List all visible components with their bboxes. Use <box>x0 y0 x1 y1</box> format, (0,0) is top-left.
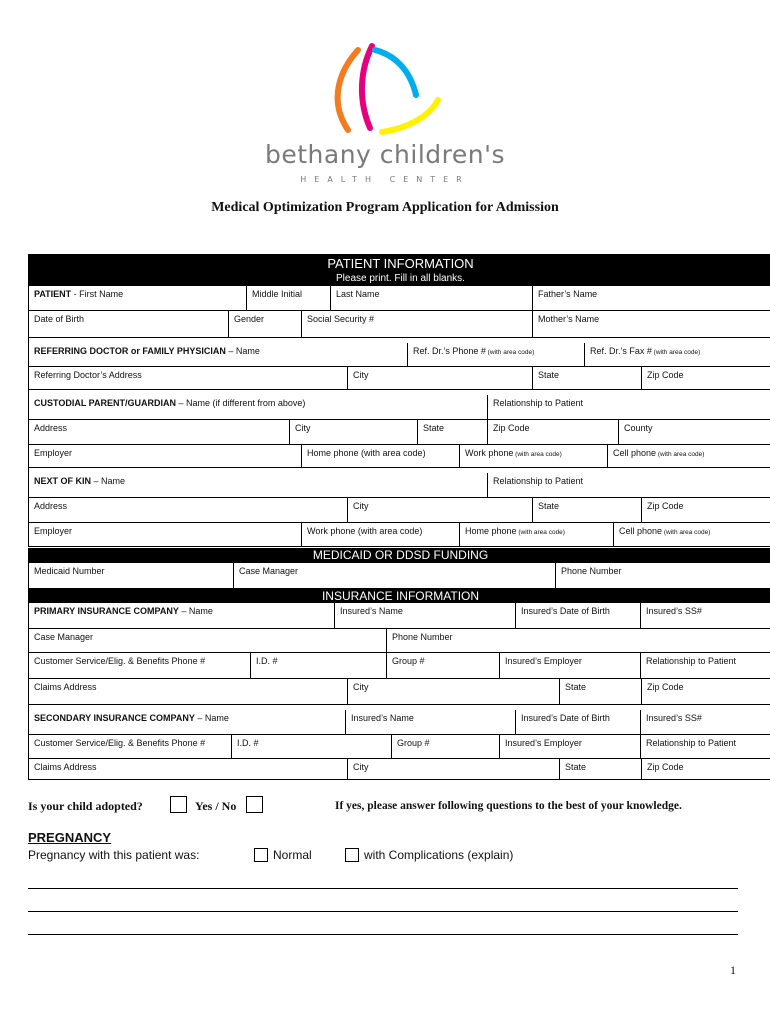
secondary-claims-state-field[interactable]: State <box>559 759 641 780</box>
guardian-address-field[interactable]: Address <box>34 423 68 433</box>
primary-claims-address-field[interactable]: Claims Address <box>34 682 97 692</box>
pregnancy-complications-checkbox[interactable] <box>345 848 359 862</box>
primary-insured-ssn-field[interactable]: Insured’s SS# <box>640 603 770 628</box>
butterfly-logo-icon <box>320 40 450 140</box>
medicaid-phone-field[interactable]: Phone Number <box>555 563 770 589</box>
secondary-insured-name-field[interactable]: Insured’s Name <box>345 710 515 734</box>
secondary-id-field[interactable]: I.D. # <box>231 735 391 758</box>
doctor-fax-field[interactable]: Ref. Dr.’s Fax # (with area code) <box>584 343 770 366</box>
primary-insured-employer-field[interactable]: Insured’s Employer <box>499 653 640 678</box>
guardian-cell-phone-field[interactable]: Cell phone (with area code) <box>607 445 770 468</box>
explanation-line-1[interactable] <box>28 888 738 889</box>
primary-claims-city-field[interactable]: City <box>347 679 559 705</box>
adopted-question: Is your child adopted? <box>28 799 143 813</box>
guardian-county-field[interactable]: County <box>618 420 770 444</box>
explanation-line-3[interactable] <box>28 934 738 935</box>
medicaid-case-manager-field[interactable]: Case Manager <box>233 563 555 589</box>
kin-cell-phone-field[interactable]: Cell phone (with area code) <box>613 523 770 547</box>
father-name-field[interactable]: Father’s Name <box>532 286 770 310</box>
adopted-followup-text: If yes, please answer following questions to the best of your knowledge. <box>335 800 682 812</box>
pregnancy-normal-label: Normal <box>273 848 312 862</box>
secondary-insured-dob-field[interactable]: Insured’s Date of Birth <box>515 710 640 734</box>
doctor-address-field[interactable]: Referring Doctor’s Address <box>34 370 142 380</box>
referring-doctor-name-field[interactable]: REFERRING DOCTOR or FAMILY PHYSICIAN – Name <box>34 346 260 356</box>
guardian-employer-field[interactable]: Employer <box>34 448 73 458</box>
guardian-city-field[interactable]: City <box>289 420 417 444</box>
adopted-checkbox-1[interactable] <box>170 796 187 813</box>
primary-insured-dob-field[interactable]: Insured’s Date of Birth <box>515 603 640 628</box>
guardian-work-phone-field[interactable]: Work phone (with area code) <box>459 445 607 468</box>
secondary-insured-ssn-field[interactable]: Insured’s SS# <box>640 710 770 734</box>
secondary-claims-zip-field[interactable]: Zip Code <box>641 759 770 780</box>
secondary-insurance-section <box>28 705 770 780</box>
patient-section <box>28 286 770 338</box>
patient-info-instructions: Please print. Fill in all blanks. <box>336 273 465 284</box>
doctor-city-field[interactable]: City <box>347 367 532 390</box>
guardian-relationship-field[interactable]: Relationship to Patient <box>487 395 770 419</box>
secondary-insurance-name-field[interactable]: SECONDARY INSURANCE COMPANY – Name <box>34 713 229 723</box>
medicaid-section <box>28 563 770 589</box>
patient-info-title: PATIENT INFORMATION <box>327 256 474 271</box>
brand-name: bethany children's <box>264 140 505 169</box>
kin-city-field[interactable]: City <box>347 498 532 522</box>
pregnancy-complications-label: with Complications (explain) <box>364 848 514 862</box>
doctor-zip-field[interactable]: Zip Code <box>641 367 770 390</box>
adopted-yes-no-label: Yes / No <box>195 799 237 813</box>
kin-employer-field[interactable]: Employer <box>34 526 73 536</box>
page-number: 1 <box>730 963 736 977</box>
primary-phone-number-field[interactable]: Phone Number <box>386 629 770 652</box>
next-of-kin-section <box>28 468 770 547</box>
doctor-section <box>28 338 770 390</box>
date-of-birth-field[interactable]: Date of Birth <box>34 314 85 324</box>
guardian-home-phone-field[interactable]: Home phone (with area code) <box>301 445 459 468</box>
pregnancy-prompt: Pregnancy with this patient was: <box>28 848 200 862</box>
primary-claims-zip-field[interactable]: Zip Code <box>641 679 770 705</box>
doctor-phone-field[interactable]: Ref. Dr.’s Phone # (with area code) <box>407 343 584 366</box>
pregnancy-normal-checkbox[interactable] <box>254 848 268 862</box>
explanation-line-2[interactable] <box>28 911 738 912</box>
medicaid-header: MEDICAID OR DDSD FUNDING <box>28 548 770 563</box>
primary-id-field[interactable]: I.D. # <box>250 653 386 678</box>
secondary-group-field[interactable]: Group # <box>391 735 499 758</box>
insurance-header: INSURANCE INFORMATION <box>28 589 770 603</box>
kin-work-phone-field[interactable]: Work phone (with area code) <box>301 523 459 547</box>
gender-field[interactable]: Gender <box>228 311 301 338</box>
pregnancy-heading: PREGNANCY <box>28 830 112 845</box>
primary-group-field[interactable]: Group # <box>386 653 499 678</box>
middle-initial-field[interactable]: Middle Initial <box>246 286 330 310</box>
patient-info-header <box>28 254 770 286</box>
brand-subtitle: HEALTH CENTER <box>300 175 470 184</box>
patient-first-name-field[interactable]: PATIENT - First Name <box>34 289 124 299</box>
kin-name-field[interactable]: NEXT OF KIN – Name <box>34 476 126 486</box>
kin-relationship-field[interactable]: Relationship to Patient <box>487 473 770 497</box>
secondary-benefits-phone-field[interactable]: Customer Service/Elig. & Benefits Phone # <box>34 738 206 748</box>
guardian-section <box>28 390 770 468</box>
doctor-state-field[interactable]: State <box>532 367 641 390</box>
kin-address-field[interactable]: Address <box>34 501 68 511</box>
medicaid-number-field[interactable]: Medicaid Number <box>34 566 105 576</box>
kin-zip-field[interactable]: Zip Code <box>641 498 770 522</box>
primary-relationship-field[interactable]: Relationship to Patient <box>640 653 770 678</box>
secondary-claims-address-field[interactable]: Claims Address <box>34 762 97 772</box>
adopted-checkbox-2[interactable] <box>246 796 263 813</box>
primary-insurance-name-field[interactable]: PRIMARY INSURANCE COMPANY – Name <box>34 606 213 616</box>
social-security-field[interactable]: Social Security # <box>301 311 532 338</box>
guardian-state-field[interactable]: State <box>417 420 487 444</box>
page-title: Medical Optimization Program Application for Admission <box>211 200 559 215</box>
kin-home-phone-field[interactable]: Home phone (with area code) <box>459 523 613 547</box>
kin-state-field[interactable]: State <box>532 498 641 522</box>
primary-benefits-phone-field[interactable]: Customer Service/Elig. & Benefits Phone # <box>34 656 206 666</box>
secondary-claims-city-field[interactable]: City <box>347 759 559 780</box>
primary-insured-name-field[interactable]: Insured’s Name <box>334 603 515 628</box>
secondary-insured-employer-field[interactable]: Insured’s Employer <box>499 735 640 758</box>
primary-claims-state-field[interactable]: State <box>559 679 641 705</box>
guardian-zip-field[interactable]: Zip Code <box>487 420 618 444</box>
last-name-field[interactable]: Last Name <box>330 286 532 310</box>
mother-name-field[interactable]: Mother’s Name <box>532 311 770 338</box>
primary-insurance-section <box>28 603 770 705</box>
guardian-name-field[interactable]: CUSTODIAL PARENT/GUARDIAN – Name (if different from above) <box>34 398 306 408</box>
secondary-relationship-field[interactable]: Relationship to Patient <box>640 735 770 758</box>
primary-case-manager-field[interactable]: Case Manager <box>34 632 94 642</box>
